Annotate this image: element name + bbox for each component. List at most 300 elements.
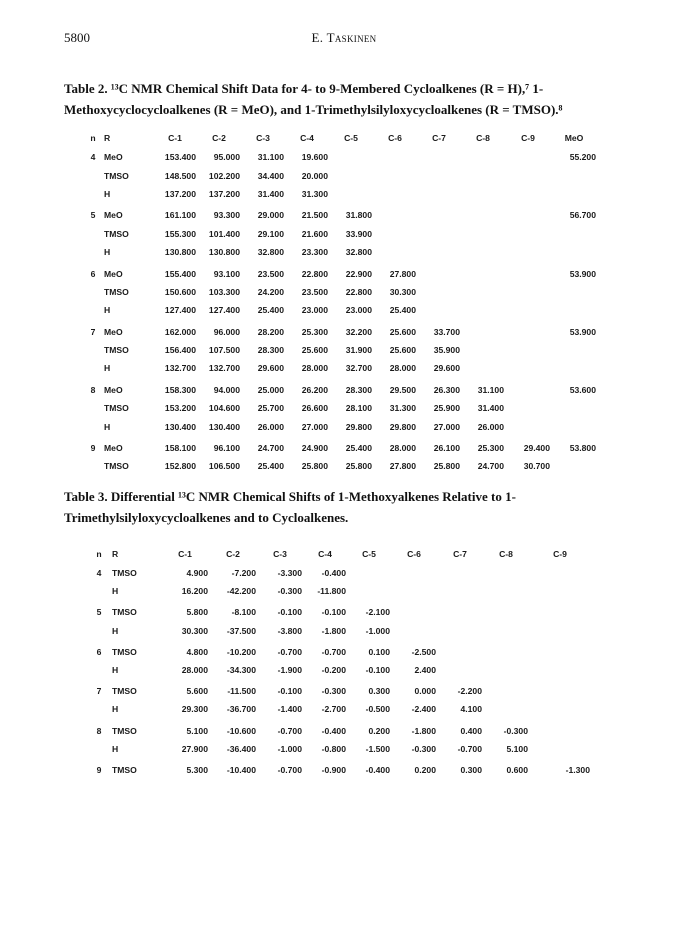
shift-value-cell	[506, 203, 552, 224]
ring-size-cell	[84, 359, 102, 377]
substituent-cell: MeO	[104, 443, 123, 454]
shift-value-cell: -3.300	[277, 568, 302, 579]
ring-size-cell	[88, 700, 110, 718]
shift-value-cell: -0.300	[411, 743, 436, 754]
table2-column-header: n	[90, 133, 96, 143]
table2-column-header: C-9	[521, 133, 535, 143]
ring-size-cell: 8	[90, 384, 96, 395]
shift-value-cell	[438, 661, 484, 679]
shift-value-cell	[506, 320, 552, 341]
shift-value-cell	[330, 166, 374, 184]
shift-value-cell: -1.900	[277, 665, 302, 676]
shift-value-cell: 30.700	[523, 461, 550, 472]
shift-value-cell	[506, 359, 552, 377]
shift-value-cell	[484, 622, 530, 640]
substituent-cell: H	[104, 305, 111, 316]
shift-value-cell	[374, 148, 418, 166]
shift-value-cell: 53.900	[569, 268, 596, 279]
shift-value-cell: 25.400	[257, 305, 284, 316]
shift-value-cell: 29.400	[523, 443, 550, 454]
ring-size-cell	[84, 301, 102, 319]
shift-value-cell	[438, 564, 484, 582]
shift-value-cell: 53.600	[569, 384, 596, 395]
table-row	[84, 283, 598, 301]
shift-value-cell: 0.300	[368, 686, 390, 697]
shift-value-cell: 27.800	[389, 268, 416, 279]
shift-value-cell	[462, 301, 506, 319]
shift-value-cell: 35.900	[433, 345, 460, 356]
shift-value-cell	[530, 582, 592, 600]
shift-value-cell	[374, 243, 418, 261]
shift-value-cell: 156.400	[164, 345, 196, 356]
table-row	[84, 225, 598, 243]
shift-value-cell: 96.100	[213, 443, 240, 454]
shift-value-cell: 130.400	[164, 421, 196, 432]
substituent-cell: MeO	[104, 210, 123, 221]
shift-value-cell: 106.500	[208, 461, 240, 472]
table-row	[84, 378, 598, 399]
table2	[84, 128, 598, 476]
shift-value-cell	[462, 261, 506, 282]
shift-value-cell	[552, 283, 598, 301]
ring-size-cell	[84, 243, 102, 261]
table2-caption-text: ¹³C NMR Chemical Shift Data for 4- to 9-Membered Cycloalkenes (R = H),⁷ 1-Methoxycyclocycloalkenes (R = MeO), and 1-Trimethylsilyloxycycloalkenes (R = TMSO).⁸	[64, 81, 563, 117]
substituent-cell: H	[112, 743, 119, 754]
shift-value-cell: 5.100	[186, 725, 208, 736]
ring-size-cell: 4	[90, 152, 96, 163]
shift-value-cell: -0.400	[321, 568, 346, 579]
shift-value-cell	[552, 225, 598, 243]
table3-column-header: C-1	[178, 549, 192, 559]
shift-value-cell: -0.200	[321, 665, 346, 676]
shift-value-cell: 5.100	[506, 743, 528, 754]
shift-value-cell	[330, 185, 374, 203]
shift-value-cell: 25.900	[433, 403, 460, 414]
shift-value-cell: -0.300	[503, 725, 528, 736]
substituent-cell: TMSO	[112, 646, 137, 657]
shift-value-cell	[552, 243, 598, 261]
substituent-cell: H	[112, 586, 119, 597]
shift-value-cell: 23.500	[301, 286, 328, 297]
ring-size-cell	[88, 740, 110, 758]
ring-size-cell	[84, 225, 102, 243]
shift-value-cell: 25.000	[257, 384, 284, 395]
shift-value-cell: 27.000	[433, 421, 460, 432]
shift-value-cell: 162.000	[164, 326, 196, 337]
table3-caption	[64, 486, 624, 528]
shift-value-cell	[530, 719, 592, 740]
shift-value-cell: 95.000	[213, 152, 240, 163]
shift-value-cell: 24.900	[301, 443, 328, 454]
substituent-cell: MeO	[104, 152, 123, 163]
shift-value-cell: 4.800	[186, 646, 208, 657]
shift-value-cell: 21.600	[301, 228, 328, 239]
shift-value-cell: -0.400	[321, 725, 346, 736]
shift-value-cell	[462, 225, 506, 243]
shift-value-cell: 101.400	[208, 228, 240, 239]
table2-body	[84, 148, 598, 476]
shift-value-cell: 25.300	[301, 326, 328, 337]
shift-value-cell	[462, 320, 506, 341]
shift-value-cell	[506, 399, 552, 417]
substituent-cell: H	[104, 363, 111, 374]
shift-value-cell	[418, 203, 462, 224]
shift-value-cell: -0.700	[321, 646, 346, 657]
shift-value-cell	[552, 359, 598, 377]
shift-value-cell: 29.600	[433, 363, 460, 374]
shift-value-cell: -1.500	[365, 743, 390, 754]
shift-value-cell: 152.800	[164, 461, 196, 472]
shift-value-cell: -1.800	[321, 625, 346, 636]
shift-value-cell: 23.000	[345, 305, 372, 316]
shift-value-cell: 130.800	[164, 247, 196, 258]
shift-value-cell: 26.100	[433, 443, 460, 454]
table3-label: Table 3.	[64, 489, 108, 504]
shift-value-cell: -37.500	[226, 625, 256, 636]
shift-value-cell: 5.800	[186, 607, 208, 618]
ring-size-cell	[84, 417, 102, 435]
substituent-cell: TMSO	[104, 170, 129, 181]
shift-value-cell: 155.400	[164, 268, 196, 279]
shift-value-cell: 0.200	[414, 764, 436, 775]
ring-size-cell: 4	[96, 568, 102, 579]
table-row	[84, 417, 598, 435]
shift-value-cell	[392, 622, 438, 640]
table3-column-header: C-5	[362, 549, 376, 559]
shift-value-cell: -42.200	[226, 586, 256, 597]
shift-value-cell: -1.000	[277, 743, 302, 754]
shift-value-cell	[506, 185, 552, 203]
table-row	[84, 166, 598, 184]
table-row	[84, 301, 598, 319]
shift-value-cell	[530, 622, 592, 640]
table2-column-header: C-3	[256, 133, 270, 143]
shift-value-cell: 53.900	[569, 326, 596, 337]
table3-column-header: C-7	[453, 549, 467, 559]
shift-value-cell	[506, 225, 552, 243]
substituent-cell: H	[104, 247, 111, 258]
shift-value-cell: 28.300	[345, 384, 372, 395]
substituent-cell: TMSO	[104, 286, 129, 297]
shift-value-cell	[418, 283, 462, 301]
ring-size-cell: 7	[90, 326, 96, 337]
shift-value-cell	[462, 243, 506, 261]
shift-value-cell	[330, 148, 374, 166]
shift-value-cell: 0.400	[460, 725, 482, 736]
shift-value-cell	[552, 417, 598, 435]
shift-value-cell	[348, 564, 392, 582]
shift-value-cell: -2.500	[411, 646, 436, 657]
shift-value-cell: 29.000	[257, 210, 284, 221]
table3-column-header: n	[96, 549, 102, 559]
shift-value-cell	[484, 582, 530, 600]
table-row	[88, 700, 592, 718]
ring-size-cell	[88, 622, 110, 640]
table-row	[88, 622, 592, 640]
substituent-cell: H	[112, 625, 119, 636]
shift-value-cell	[530, 600, 592, 621]
shift-value-cell: -11.800	[317, 586, 346, 597]
shift-value-cell: 22.800	[301, 268, 328, 279]
shift-value-cell: -1.400	[277, 704, 302, 715]
shift-value-cell: 33.900	[345, 228, 372, 239]
shift-value-cell	[462, 185, 506, 203]
shift-value-cell: 148.500	[164, 170, 196, 181]
shift-value-cell: 158.100	[164, 443, 196, 454]
shift-value-cell	[530, 679, 592, 700]
shift-value-cell	[552, 185, 598, 203]
table2-label: Table 2.	[64, 81, 108, 96]
table-row	[84, 341, 598, 359]
shift-value-cell: 96.000	[213, 326, 240, 337]
shift-value-cell: -34.300	[226, 665, 256, 676]
shift-value-cell: 158.300	[164, 384, 196, 395]
shift-value-cell: 0.200	[368, 725, 390, 736]
ring-size-cell: 7	[96, 686, 102, 697]
shift-value-cell: 5.300	[186, 764, 208, 775]
shift-value-cell: -2.400	[411, 704, 436, 715]
substituent-cell: TMSO	[112, 607, 137, 618]
shift-value-cell: 137.200	[208, 188, 240, 199]
shift-value-cell: 26.000	[257, 421, 284, 432]
shift-value-cell	[552, 399, 598, 417]
shift-value-cell: 132.700	[208, 363, 240, 374]
shift-value-cell: -36.400	[226, 743, 256, 754]
shift-value-cell	[438, 600, 484, 621]
table2-column-header: R	[104, 133, 111, 143]
substituent-cell: TMSO	[112, 686, 137, 697]
shift-value-cell: 24.700	[477, 461, 504, 472]
ring-size-cell: 5	[96, 607, 102, 618]
shift-value-cell: 33.700	[433, 326, 460, 337]
shift-value-cell: 93.100	[213, 268, 240, 279]
table-row	[84, 203, 598, 224]
shift-value-cell: -3.800	[277, 625, 302, 636]
shift-value-cell	[462, 359, 506, 377]
shift-value-cell: 25.800	[433, 461, 460, 472]
shift-value-cell	[462, 283, 506, 301]
page-header	[64, 30, 624, 46]
shift-value-cell: 22.800	[345, 286, 372, 297]
shift-value-cell: 26.600	[301, 403, 328, 414]
table-row	[84, 261, 598, 282]
table2-column-header: C-4	[300, 133, 314, 143]
shift-value-cell: 150.600	[164, 286, 196, 297]
ring-size-cell: 6	[90, 268, 96, 279]
shift-value-cell: 28.200	[257, 326, 284, 337]
shift-value-cell: 32.800	[257, 247, 284, 258]
table2-column-header: C-8	[476, 133, 490, 143]
shift-value-cell: 25.800	[345, 461, 372, 472]
shift-value-cell: 104.600	[208, 403, 240, 414]
shift-value-cell: 0.300	[460, 764, 482, 775]
shift-value-cell: 155.300	[164, 228, 196, 239]
ring-size-cell: 9	[90, 443, 96, 454]
shift-value-cell: 107.500	[208, 345, 240, 356]
shift-value-cell: -1.000	[365, 625, 390, 636]
table-row	[88, 600, 592, 621]
shift-value-cell: -10.400	[226, 764, 256, 775]
shift-value-cell: 25.600	[301, 345, 328, 356]
shift-value-cell: -0.500	[365, 704, 390, 715]
shift-value-cell	[506, 417, 552, 435]
shift-value-cell: -11.500	[227, 686, 256, 697]
table-row	[84, 436, 598, 457]
shift-value-cell: 94.000	[213, 384, 240, 395]
shift-value-cell: 0.100	[368, 646, 390, 657]
shift-value-cell	[462, 166, 506, 184]
shift-value-cell	[418, 301, 462, 319]
shift-value-cell: -0.700	[277, 725, 302, 736]
table-row	[88, 661, 592, 679]
table-row	[88, 740, 592, 758]
shift-value-cell	[530, 661, 592, 679]
shift-value-cell: 0.000	[414, 686, 436, 697]
shift-value-cell: -2.200	[457, 686, 482, 697]
substituent-cell: TMSO	[112, 725, 137, 736]
table3-header-row	[88, 544, 592, 564]
shift-value-cell	[348, 582, 392, 600]
substituent-cell: MeO	[104, 326, 123, 337]
shift-value-cell: 53.800	[569, 443, 596, 454]
shift-value-cell	[392, 582, 438, 600]
shift-value-cell	[374, 225, 418, 243]
shift-value-cell: 28.000	[301, 363, 328, 374]
substituent-cell: H	[112, 704, 119, 715]
shift-value-cell	[374, 166, 418, 184]
shift-value-cell	[392, 564, 438, 582]
shift-value-cell: 28.000	[389, 443, 416, 454]
ring-size-cell	[84, 457, 102, 475]
ring-size-cell	[84, 166, 102, 184]
table3-column-header: C-6	[407, 549, 421, 559]
table3-caption-text: Differential ¹³C NMR Chemical Shifts of 1-Methoxyalkenes Relative to 1-Trimethylsilyloxycycloalkenes and to Cycloalkenes.	[64, 489, 516, 525]
shift-value-cell: 2.400	[414, 665, 436, 676]
shift-value-cell: 130.800	[208, 247, 240, 258]
shift-value-cell: -0.300	[277, 586, 302, 597]
shift-value-cell: 31.100	[477, 384, 504, 395]
table-row	[88, 564, 592, 582]
substituent-cell: TMSO	[112, 764, 137, 775]
shift-value-cell	[484, 700, 530, 718]
shift-value-cell: -0.100	[277, 607, 302, 618]
shift-value-cell: 23.000	[301, 305, 328, 316]
substituent-cell: TMSO	[112, 568, 137, 579]
shift-value-cell: 29.800	[389, 421, 416, 432]
shift-value-cell: 24.200	[257, 286, 284, 297]
shift-value-cell: 16.200	[181, 586, 208, 597]
shift-value-cell	[530, 564, 592, 582]
table3	[88, 544, 592, 779]
shift-value-cell: -0.300	[321, 686, 346, 697]
shift-value-cell: 32.200	[345, 326, 372, 337]
shift-value-cell: 132.700	[164, 363, 196, 374]
shift-value-cell: 4.100	[460, 704, 482, 715]
shift-value-cell	[418, 166, 462, 184]
substituent-cell: H	[112, 665, 119, 676]
shift-value-cell: -7.200	[231, 568, 256, 579]
table3-body	[88, 564, 592, 779]
shift-value-cell: 127.400	[208, 305, 240, 316]
shift-value-cell	[484, 640, 530, 661]
table3-column-header: C-8	[499, 549, 513, 559]
shift-value-cell: 137.200	[164, 188, 196, 199]
shift-value-cell: 29.800	[345, 421, 372, 432]
shift-value-cell	[438, 622, 484, 640]
shift-value-cell	[462, 148, 506, 166]
ring-size-cell	[84, 185, 102, 203]
shift-value-cell	[484, 600, 530, 621]
shift-value-cell	[462, 341, 506, 359]
table-row	[84, 359, 598, 377]
shift-value-cell: 19.600	[301, 152, 328, 163]
shift-value-cell: 32.800	[345, 247, 372, 258]
substituent-cell: MeO	[104, 384, 123, 395]
shift-value-cell: -0.800	[321, 743, 346, 754]
substituent-cell: TMSO	[104, 461, 129, 472]
table-row	[84, 457, 598, 475]
table-row	[88, 582, 592, 600]
shift-value-cell: 21.500	[301, 210, 328, 221]
shift-value-cell: 161.100	[164, 210, 196, 221]
shift-value-cell	[530, 700, 592, 718]
shift-value-cell: 0.600	[506, 764, 528, 775]
shift-value-cell: 28.300	[257, 345, 284, 356]
shift-value-cell: 26.000	[477, 421, 504, 432]
shift-value-cell: 28.000	[181, 665, 208, 676]
shift-value-cell: 34.400	[257, 170, 284, 181]
table-row	[84, 399, 598, 417]
table3-column-header: C-2	[226, 549, 240, 559]
table2-column-header: C-5	[344, 133, 358, 143]
shift-value-cell	[506, 341, 552, 359]
ring-size-cell: 6	[96, 646, 102, 657]
table2-column-header: C-7	[432, 133, 446, 143]
shift-value-cell: 26.200	[301, 384, 328, 395]
ring-size-cell: 5	[90, 210, 96, 221]
shift-value-cell: 31.800	[345, 210, 372, 221]
shift-value-cell	[418, 185, 462, 203]
shift-value-cell: 25.800	[301, 461, 328, 472]
shift-value-cell: 153.400	[164, 152, 196, 163]
table-row	[88, 640, 592, 661]
shift-value-cell: 25.400	[345, 443, 372, 454]
shift-value-cell: 31.400	[257, 188, 284, 199]
shift-value-cell: 102.200	[208, 170, 240, 181]
shift-value-cell: -1.800	[411, 725, 436, 736]
shift-value-cell: 31.300	[389, 403, 416, 414]
shift-value-cell	[552, 457, 598, 475]
shift-value-cell: 31.100	[257, 152, 284, 163]
table-row	[84, 320, 598, 341]
shift-value-cell	[530, 740, 592, 758]
shift-value-cell	[506, 301, 552, 319]
shift-value-cell: 4.900	[186, 568, 208, 579]
shift-value-cell: 24.700	[257, 443, 284, 454]
shift-value-cell	[506, 378, 552, 399]
shift-value-cell	[418, 261, 462, 282]
shift-value-cell	[418, 148, 462, 166]
shift-value-cell: -0.100	[277, 686, 302, 697]
shift-value-cell	[530, 640, 592, 661]
shift-value-cell: 27.800	[389, 461, 416, 472]
shift-value-cell: -8.100	[231, 607, 256, 618]
shift-value-cell: -0.400	[365, 764, 390, 775]
shift-value-cell	[506, 243, 552, 261]
shift-value-cell: 22.900	[345, 268, 372, 279]
shift-value-cell	[484, 661, 530, 679]
substituent-cell: MeO	[104, 268, 123, 279]
